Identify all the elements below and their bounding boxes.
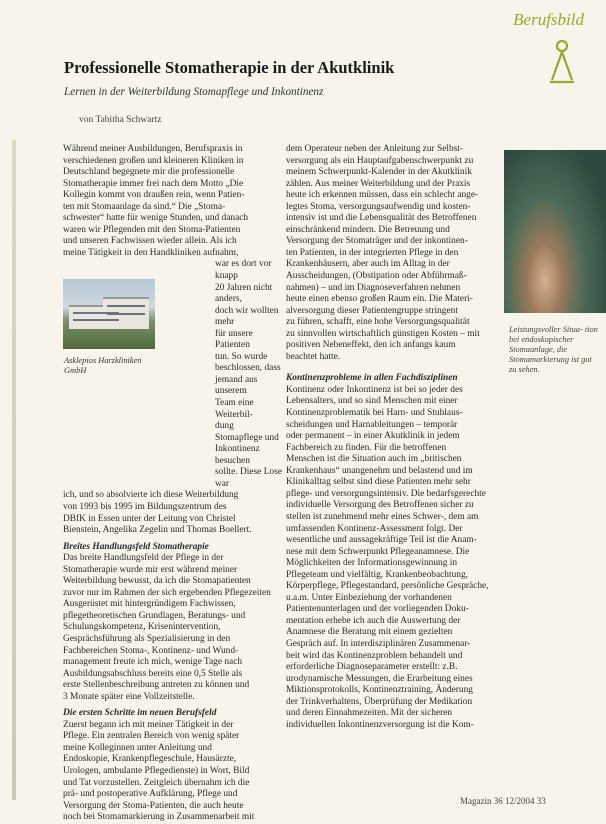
text-line: 3 Monate später eine Vollzeitstelle. (63, 691, 195, 702)
text-line: Patientenunterlagen und der vorliegenden Doku- (286, 604, 469, 615)
text-line: Fachbereichen Stoma-, Kontinenz- und Wund- (63, 645, 239, 656)
hospital-building-photo (63, 279, 155, 349)
text-line: Kontinenz oder Inkontinenz ist bei so jeder des (286, 384, 463, 395)
text-line: versorgung als ein Hauptaufgabenschwerpunkt zu (286, 155, 474, 166)
text-line: individuelle Versorgung des Betroffenen sicher zu (286, 500, 474, 511)
text-line: der Trinkverhaltens, Überprüfung der Medikation (286, 696, 473, 707)
window-row (107, 313, 145, 315)
text-line: Das breite Handlungsfeld der Pflege in der (63, 553, 224, 564)
text-line: oder permanent – in einer Akutklinik in jedem (286, 431, 460, 442)
text-line: prä- und postoperative Aufklärung, Pflege und (63, 789, 238, 800)
text-line: Weiterbildung bewusst, da ich die Stomapatienten (63, 576, 251, 587)
text-line: beit wird das Kontinenzproblem behandelt und (286, 650, 463, 661)
text-line: zählen. Aus meiner Weiterbildung und der Praxis (286, 178, 471, 189)
text-line: von 1993 bis 1995 im Bildungszentrum des (63, 501, 227, 512)
left-after-paragraph (63, 490, 283, 536)
article-subtitle: Lernen in der Weiterbildung Stomapflege und Inkontinenz (64, 86, 324, 98)
text-line: meinem Schwerpunkt-Kalender in der Akutklinik (286, 167, 472, 178)
text-line: Krankenhäusern, aber auch im Alltag in der (286, 259, 450, 270)
text-line: Urologen, ambulante Pflegedienste) in Wort, Bild (63, 765, 250, 776)
text-line: ten mit Stomaanlage da sind.“ Die „Stoma- (63, 201, 226, 212)
text-line: Schulungskompetenz, Krisenintervention, (63, 622, 221, 633)
text-line: Möglichkeiten der Informationsgewinnung in (286, 558, 458, 569)
text-line: umfassenden Kontinenz-Assessment folgt. Der (286, 523, 463, 534)
text-line: Kontinenzproblematik bei Harn- und Stuhlaus- (286, 408, 463, 419)
text-line: zuvor nur im Rahmen der sich ergebenden Pflegezeiten (63, 587, 271, 598)
text-line: Miktionsprotokolls, Kontinenztraining, Änderung (286, 685, 473, 696)
text-line: meine Tätigkeit in den Handkliniken aufnahm, (63, 247, 239, 258)
text-line: Anamnese die Beratung mit einem gezielten (286, 627, 453, 638)
photo-caption-left: Asklepios Harzkliniken GmbH (64, 356, 142, 375)
window-row (73, 319, 119, 321)
author-line: von Tabitha Schwartz (79, 115, 162, 125)
text-line: Versorgung der Stoma-Patienten, die auch heute (63, 800, 244, 811)
text-line: meine Kolleginnen unter Anleitung und (63, 742, 212, 753)
text-line: wesentliche und aussagekräftige Teil ist die Anam- (286, 535, 477, 546)
text-line: noch bei Stomamarkierung in Zusammenarbeit mit (63, 812, 255, 823)
text-line: management freute ich mich, wenige Tage nach (63, 657, 243, 668)
middle-intro-paragraph (286, 144, 498, 363)
text-line: ten Patienten, in der integrierten Pflege in den (286, 247, 459, 258)
text-line: individuellen Inkontinenzversorgung ist die Kom- (286, 719, 474, 730)
section-paragraph (63, 720, 283, 824)
section-paragraph (286, 385, 498, 731)
text-line: Kollegin kommt von draußen rein, wenn Patien- (63, 190, 245, 201)
text-line: u.a.m. Unter Einbeziehung der vorhandenen (286, 592, 452, 603)
text-line: einschränkend mindern. Die Betreuung und (286, 224, 450, 235)
text-line: und unseren Fachwissen wieder allein. Als ich (63, 236, 237, 247)
text-line: pflege- und versorgungsintensiv. Die bedarfsgerechte (286, 488, 486, 499)
text-line: Gesprächsführung als Spezialisierung in den (63, 633, 231, 644)
text-line: Inkontinenz besuchen (215, 444, 260, 466)
page-footer: Magazin 36 12/2004 33 (460, 796, 546, 806)
text-line: 20 Jahren nicht anders, (215, 282, 273, 305)
text-line: doch wir wollten mehr (215, 305, 279, 328)
text-line: Gespräch auf. In interdisziplinären Zusammenar- (286, 638, 471, 649)
text-line: waren wir Pflegenden mit den Stoma-Patienten (63, 224, 241, 235)
text-line: verschiedenen großen und kleineren Kliniken in (63, 155, 244, 166)
text-line: ich, und so absolvierte ich diese Weiterbildung (63, 490, 239, 501)
page-margin-shadow (12, 140, 16, 800)
photo-caption-right: Leistungsvoller Situa- tion bei endoskopischer Stomaanlage, die Stomamarkierung ist gut zu sehen. (509, 325, 598, 374)
text-line: Stomatherapie immer frei nach dem Motto „Die (63, 178, 244, 189)
text-line: für unsere Patienten (215, 328, 253, 351)
text-line: heute einen ebenso großen Raum ein. Die Materi- (286, 294, 473, 305)
text-line: positiven Nebeneffekt, den ich anfangs kaum (286, 340, 456, 351)
text-line: Ausbildungsabschluss bereits eine 0,5 Stelle als (63, 668, 243, 679)
text-line: Pflegeteam und vielfältig, Krankenbeobachtung, (286, 569, 468, 580)
text-line: Fachbereich zu finden. Für die betroffenen (286, 442, 447, 453)
middle-text-column (286, 144, 498, 731)
text-line: Endoskopie, Krankenpflegeschule, Hausärzte, (63, 754, 237, 765)
text-line: nese mit dem Schwerpunkt Pflegeanamnese. Die (286, 546, 470, 557)
text-line: zu führen, schafft, eine hohe Versorgungsqualität (286, 317, 470, 328)
text-line: Deutschland begegnete mir die professionelle (63, 167, 235, 178)
text-line: intensiv ist und die Lebensqualität des Betroffenen (286, 213, 477, 224)
text-line: Versorgung der Stomaträger und der inkontinen- (286, 236, 468, 247)
text-line: und deren Einnahmezeiten. Mit der sicheren (286, 708, 453, 719)
section-heading: Breites Handlungsfeld Stomatherapie (63, 541, 209, 552)
text-line: Lebensalters, und so sind Menschen mit einer (286, 396, 458, 407)
text-line: Klinikalltag selbst sind diese Patienten mehr sehr (286, 477, 471, 488)
text-line: legtes Stoma, versorgungsaufwendig und kosten- (286, 201, 471, 212)
text-line: Bienstein, Angelika Zegelin und Thomas Boellert. (63, 525, 252, 536)
text-line: scheidungen und Harnableitungen – temporär (286, 419, 458, 430)
text-line: und Tat vorzustellen. Zeitgleich übernahm ich die (63, 777, 250, 788)
text-line: nahmen) – und im Diagnoseverfahren nehmen (286, 282, 461, 293)
text-line: war es dort vor knapp (215, 259, 272, 282)
text-line: erforderliche Diagnoseparameter erstellt: z.B. (286, 662, 458, 673)
text-line: sollte. Diese Lose war (215, 467, 282, 489)
text-line: dung Stomapflege und (215, 421, 279, 443)
text-line: Krankenhaus“ unangenehm und belastend und im (286, 465, 473, 476)
text-line: Pflege. Ein zentralen Bereich von wenig später (63, 731, 240, 742)
text-line: Während meiner Ausbildungen, Berufspraxis in (63, 144, 243, 154)
text-line: jemand aus unserem (215, 374, 258, 397)
section-heading: Kontinenzprobleme in allen Fachdisziplinen (286, 373, 458, 384)
text-line: mentation erhebe ich auch die Auswertung der (286, 615, 461, 626)
text-line: Team eine Weiterbil- (215, 398, 254, 420)
text-line: beschlossen, dass (215, 363, 281, 374)
text-line: urodynamische Messungen, die Erarbeitung eines (286, 673, 473, 684)
text-line: Stomatherapie wurde mir erst während meiner (63, 564, 238, 575)
text-line: Körperpflege, Pflegestandard, persönliche Gespräche, (286, 581, 489, 592)
text-line: pflegetheoretischen Grundlagen, Beratungs- und (63, 610, 246, 621)
section-paragraph (63, 553, 283, 703)
left-text-column (63, 144, 283, 824)
text-line: Zuerst begann ich mit meiner Tätigkeit in der (63, 719, 234, 730)
text-line: Ausscheidungen, (Obstipation oder Abführmaß- (286, 271, 467, 282)
section-heading: Die ersten Schritte im neuen Berufsfeld (63, 708, 217, 719)
text-line: Menschen ist die Situation auch im „britischen (286, 454, 462, 465)
text-line: dem Operateur neben der Anleitung zur Selbst- (286, 144, 464, 154)
text-line: Ausgerüstet mit hintergründigem Fachwissen, (63, 599, 236, 610)
text-line: heute ich erkennen müssen, dass ein schlecht ange- (286, 190, 479, 201)
article-title: Professionelle Stomatherapie in der Akutklinik (64, 58, 395, 77)
window-row (107, 305, 145, 307)
text-line: beachtet hatte. (286, 351, 341, 362)
text-line: DBfK in Essen unter der Leitung von Christel (63, 513, 236, 524)
text-line: erste Stellenbeschreibung antreten zu können und (63, 680, 250, 691)
text-line: tun. So wurde (215, 351, 268, 362)
text-line: stellen ist zunehmend mehr eines Schwer-, dem am (286, 511, 479, 522)
awareness-ribbon-icon (548, 38, 576, 86)
section-label: Berufsbild (513, 10, 584, 29)
endoscopic-care-photo (504, 150, 606, 313)
wrapped-paragraph (215, 259, 283, 490)
text-line: zu sinnvollen wirtschaftlich günstigen Kosten – mit (286, 328, 480, 339)
text-line: schwester“ hatte für wenige Stunden, und danach (63, 213, 249, 224)
text-line: alversorgung dieser Patientengruppe stringent (286, 305, 458, 316)
left-intro-paragraph (63, 144, 283, 259)
